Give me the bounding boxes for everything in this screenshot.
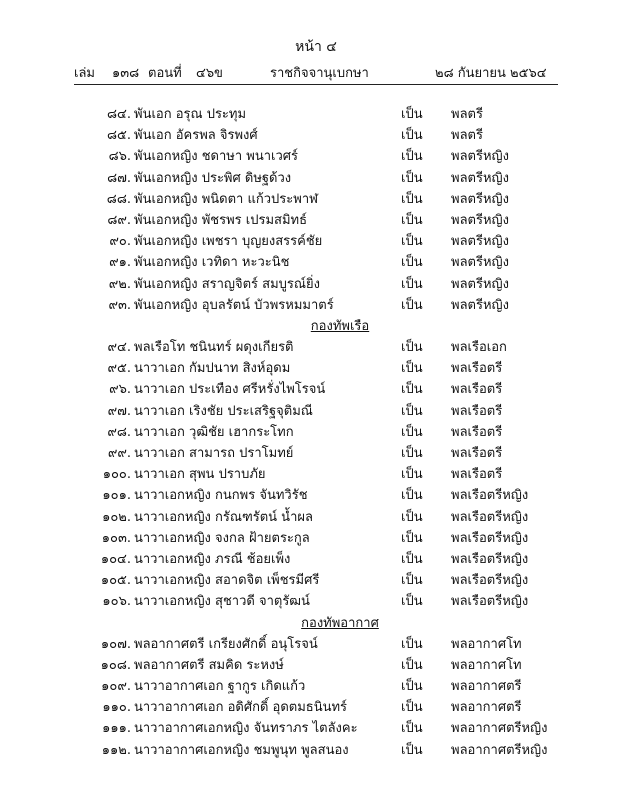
entry-number: ๘๔. (106, 107, 131, 122)
entry-name: พันเอกหญิง ชดาษา พนาเวศร์ (134, 149, 299, 165)
entry-rank: พลอากาศตรีหญิง (451, 721, 548, 737)
entry-number: ๙๓. (108, 297, 131, 313)
list-item (0, 718, 632, 739)
list-item (0, 485, 632, 506)
entry-verb: เป็น (401, 382, 423, 398)
entry-rank: พลตรีหญิง (451, 191, 509, 207)
entry-name: นาวาเอก วุฒิชัย เฮากระโทก (134, 424, 294, 440)
entry-rank: พลตรี (451, 128, 483, 144)
entry-rank: พลตรีหญิง (451, 234, 509, 250)
entry-number: ๘๕. (106, 128, 131, 144)
list-item (0, 422, 632, 443)
entry-number: ๑๑๐. (102, 700, 131, 716)
list-item (0, 740, 632, 761)
entry-number: ๑๐๓. (101, 530, 131, 546)
entry-rank: พลตรีหญิง (451, 212, 509, 228)
entry-name: นาวาเอกหญิง สอาดจิต เพ็ชรมีศรี (134, 573, 320, 589)
entry-name: นาวาอากาศเอกหญิง ชมพูนุท พูลสนอง (134, 742, 349, 758)
entry-verb: เป็น (401, 530, 423, 546)
entry-rank: พลตรี (451, 107, 483, 122)
entry-name: นาวาเอกหญิง กรัณฑรัตน์ น้ำผล (134, 509, 313, 525)
entry-number: ๙๕. (107, 361, 131, 377)
entry-name: พันเอกหญิง พัชรพร เปรมสมิทธ์ (134, 212, 308, 228)
entry-verb: เป็น (401, 657, 423, 673)
entry-verb: เป็น (401, 594, 423, 610)
entry-number: ๑๐๐. (102, 467, 131, 483)
list-item (0, 189, 632, 210)
list-item (0, 591, 632, 612)
entry-rank: พลเรือตรีหญิง (451, 551, 529, 567)
entry-number: ๙๐. (109, 234, 131, 250)
entry-name: นาวาเอกหญิง กนกพร จันทวิรัช (134, 488, 308, 504)
entry-verb: เป็น (401, 424, 423, 440)
entry-verb: เป็น (401, 107, 423, 122)
entry-rank: พลเรือตรี (451, 403, 503, 419)
entry-verb: เป็น (401, 509, 423, 525)
entry-verb: เป็น (401, 721, 423, 737)
entry-number: ๙๖. (109, 382, 131, 398)
section-heading-label: กองทัพอากาศ (301, 615, 379, 631)
entry-number: ๘๖. (108, 149, 131, 165)
list-item (0, 295, 632, 316)
entry-verb: เป็น (401, 255, 423, 271)
entry-name: นาวาเอก สุพน ปราบภัย (134, 467, 266, 483)
entry-name: พันเอก อัครพล จิรพงศ์ (134, 128, 258, 144)
entry-name: นาวาเอกหญิง ภรณี ช้อยเพ็ง (134, 551, 291, 567)
entry-name: พันเอกหญิง พนิดตา แก้วประพาฬ (134, 191, 318, 207)
entry-name: พันเอก อรุณ ประทุม (134, 107, 247, 122)
issue-label: ตอนที่ (148, 66, 182, 81)
entry-name: พลอากาศตรี สมคิด ระหงษ์ (134, 657, 284, 673)
entry-rank: พลอากาศโท (451, 636, 522, 652)
entry-rank: พลเรือตรี (451, 382, 503, 398)
entry-name: นาวาเอก กัมปนาท สิงห์อุดม (134, 361, 291, 377)
entry-number: ๑๐๘. (100, 657, 131, 673)
list-item (0, 125, 632, 146)
list-item (0, 549, 632, 570)
list-item (0, 676, 632, 697)
entry-name: พันเอกหญิง สราญจิตร์ สมบูรณ์ยิ่ง (134, 276, 320, 292)
volume-number: ๑๓๘ (112, 66, 140, 81)
entry-verb: เป็น (401, 191, 423, 207)
entry-number: ๑๐๕. (100, 573, 131, 589)
list-item (0, 528, 632, 549)
entry-name: พันเอกหญิง อุบลรัตน์ บัวพรหมมาตร์ (134, 297, 334, 313)
list-item (0, 274, 632, 295)
entry-verb: เป็น (401, 636, 423, 652)
entry-verb: เป็น (401, 679, 423, 695)
list-item (0, 231, 632, 252)
entry-verb: เป็น (401, 234, 423, 250)
entry-rank: พลเรือตรีหญิง (451, 488, 529, 504)
publication-title: ราชกิจจานุเบกษา (270, 66, 369, 81)
list-item (0, 507, 632, 528)
list-item (0, 252, 632, 273)
entry-name: นาวาเอกหญิง สุชาวดี จาตุรัฒน์ (134, 594, 310, 610)
list-item (0, 443, 632, 464)
entry-verb: เป็น (401, 361, 423, 377)
list-item (0, 401, 632, 422)
entry-verb: เป็น (401, 149, 423, 165)
entry-name: นาวาเอกหญิง จงกล ฝ้ายตระกูล (134, 530, 310, 546)
list-item (0, 655, 632, 676)
entry-number: ๑๐๗. (100, 636, 131, 652)
entry-verb: เป็น (401, 128, 423, 144)
entry-verb: เป็น (401, 170, 423, 186)
entry-verb: เป็น (401, 488, 423, 504)
list-item (0, 634, 632, 655)
list-item (0, 104, 632, 125)
list-item (0, 146, 632, 167)
entry-rank: พลตรีหญิง (451, 297, 509, 313)
publication-date: ๒๘ กันยายน ๒๕๖๔ (435, 66, 547, 81)
entry-number: ๑๐๖. (102, 594, 131, 610)
list-item (0, 379, 632, 400)
entry-name: พลเรือโท ชนินทร์ ผดุงเกียรติ (134, 340, 294, 356)
entry-rank: พลตรีหญิง (451, 170, 509, 186)
entry-rank: พลเรือตรีหญิง (451, 530, 529, 546)
entry-rank: พลอากาศตรี (451, 700, 522, 716)
entry-rank: พลเรือตรีหญิง (451, 509, 529, 525)
entry-number: ๘๗. (107, 170, 131, 186)
entry-number: ๙๗. (107, 403, 131, 419)
section-heading-label: กองทัพเรือ (310, 318, 370, 334)
list-item (0, 358, 632, 379)
list-item (0, 168, 632, 189)
entry-number: ๑๑๑. (102, 721, 131, 737)
entry-verb: เป็น (401, 276, 423, 292)
entry-name: พลอากาศตรี เกรียงศักดิ์ อนุโรจน์ (134, 636, 318, 652)
appointment-list (0, 104, 632, 761)
entry-number: ๙๙. (107, 446, 131, 461)
entry-number: ๑๐๔. (100, 551, 131, 567)
section-letter: ข (214, 66, 223, 81)
entry-name: นาวาอากาศเอก อดิศักดิ์ อุดตมธนินทร์ (134, 700, 348, 716)
entry-rank: พลเรือเอก (451, 340, 507, 356)
entry-number: ๘๙. (107, 212, 131, 228)
entry-verb: เป็น (401, 573, 423, 589)
entry-rank: พลอากาศตรีหญิง (451, 742, 548, 758)
entry-name: พันเอกหญิง เวทิดา หะวะนิช (134, 255, 290, 271)
entry-verb: เป็น (401, 297, 423, 313)
entry-verb: เป็น (401, 467, 423, 483)
entry-verb: เป็น (401, 340, 423, 356)
section-heading (0, 316, 632, 337)
list-item (0, 464, 632, 485)
entry-verb: เป็น (401, 446, 423, 461)
entry-number: ๑๐๑. (102, 488, 131, 504)
entry-number: ๙๘. (107, 424, 131, 440)
entry-verb: เป็น (401, 403, 423, 419)
entry-name: พันเอกหญิง เพชรา บุญยงสรรค์ชัย (134, 234, 323, 250)
entry-number: ๑๐๙. (101, 679, 131, 695)
entry-name: นาวาอากาศเอก ฐากูร เกิดแก้ว (134, 679, 306, 695)
entry-rank: พลอากาศตรี (451, 679, 522, 695)
entry-rank: พลเรือตรี (451, 446, 503, 461)
entry-rank: พลตรีหญิง (451, 276, 509, 292)
entry-number: ๘๘. (106, 191, 131, 207)
entry-number: ๙๑. (109, 255, 131, 271)
entry-rank: พลเรือตรี (451, 424, 503, 440)
section-heading (0, 613, 632, 634)
entry-verb: เป็น (401, 551, 423, 567)
entry-verb: เป็น (401, 742, 423, 758)
header-divider (74, 84, 558, 85)
issue-number: ๔๖ (196, 66, 215, 81)
entry-rank: พลเรือตรี (451, 361, 503, 377)
entry-number: ๙๔. (107, 340, 131, 356)
list-item (0, 697, 632, 718)
entry-rank: พลเรือตรีหญิง (451, 594, 529, 610)
entry-rank: พลอากาศโท (451, 657, 522, 673)
entry-rank: พลตรีหญิง (451, 255, 509, 271)
entry-rank: พลเรือตรี (451, 467, 503, 483)
entry-verb: เป็น (401, 700, 423, 716)
list-item (0, 210, 632, 231)
entry-number: ๑๑๒. (101, 742, 131, 758)
entry-name: นาวาเอก ประเทือง ศรีหรั่งไพโรจน์ (134, 382, 326, 398)
entry-name: นาวาเอก สามารถ ปราโมทย์ (134, 446, 294, 461)
entry-rank: พลเรือตรีหญิง (451, 573, 529, 589)
entry-rank: พลตรีหญิง (451, 149, 509, 165)
entry-name: นาวาอากาศเอกหญิง จันทราภร ไตลังคะ (134, 721, 358, 737)
volume-label: เล่ม (74, 66, 95, 81)
entry-name: พันเอกหญิง ประพิศ ดิษฐด้วง (134, 170, 292, 186)
list-item (0, 570, 632, 591)
entry-number: ๑๐๒. (102, 509, 131, 525)
entry-number: ๙๒. (108, 276, 131, 292)
entry-verb: เป็น (401, 212, 423, 228)
document-header (0, 62, 632, 82)
page-number: หน้า ๔ (295, 39, 337, 55)
list-item (0, 337, 632, 358)
entry-name: นาวาเอก เริงชัย ประเสริฐจุติมณี (134, 403, 313, 419)
